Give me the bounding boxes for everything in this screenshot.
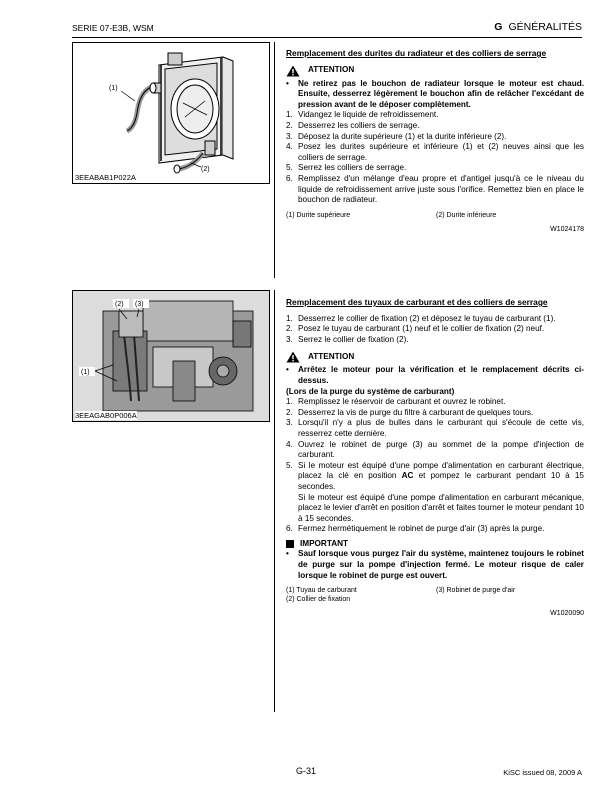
attention-label: ATTENTION — [308, 352, 355, 362]
warning-bullet: • Arrêtez le moteur pour la vérification et le remplacement décrits ci-dessus. — [286, 365, 584, 385]
legend-item: (1) Tuyau de carburant — [286, 587, 357, 595]
list-item: 6. Remplissez d'un mélange d'eau propre et d'antigel jusqu'à ce le niveau du liquide de refroidissement arrive juste sous l'orifice. Remettez bien en place le bouchon de radiateur. — [286, 173, 584, 205]
list-item: 3. Déposez la durite supérieure (1) et la durite inférieure (2). — [286, 131, 507, 141]
legend-item: (2) Durite inférieure — [436, 211, 497, 219]
warning-bullet: • Ne retirez pas le bouchon de radiateur lorsque le moteur est chaud. Ensuite, desserrez légèrement le bouchon afin de relâcher l'excédant de pression avant de le déposer complètement. — [286, 78, 584, 109]
black-square-icon — [286, 540, 294, 548]
reference-code: W1024178 — [550, 225, 584, 233]
warning-triangle-icon — [286, 65, 300, 77]
legend-item: (3) Robinet de purge d'air — [436, 587, 516, 595]
purge-subheading: (Lors de la purge du système de carburant) — [286, 386, 455, 396]
figure-callout: (1) — [81, 369, 90, 376]
list-item: 6. Fermez hermétiquement le robinet de purge d'air (3) après la purge. — [286, 524, 545, 534]
section-letter: G — [494, 21, 503, 33]
steps-list — [286, 314, 584, 346]
warning-text: Arrêtez le moteur pour la vérification et le remplacement décrits ci-dessus. — [298, 365, 584, 385]
figure-engine-fuel — [72, 290, 270, 422]
section-title: GÉNÉRALITÉS — [508, 21, 582, 33]
figure-legend — [286, 586, 584, 604]
key-position-ac: AC — [401, 471, 414, 481]
steps-list — [286, 110, 584, 205]
list-item: 3. Lorsqu'il n'y a plus de bulles dans le carburant qui s'écoule de cette vis, resserrez cette dernière. — [286, 418, 584, 438]
figure-callout: (3) — [135, 301, 144, 308]
list-item: 4. Posez les durites supérieure et inférieure (1) et (2) neuves ainsi que les colliers de serrage. — [286, 142, 584, 162]
reference-code: W1020090 — [550, 610, 584, 618]
important-text: Sauf lorsque vous purgez l'air du système, maintenez toujours le robinet de purge sur la pompe d'injection fermé. Le moteur risque de caler lorsque le robinet de purge est ouvert. — [298, 549, 584, 580]
figure-legend — [286, 211, 584, 220]
warning-triangle-icon — [286, 351, 300, 363]
section-fuel-hoses — [286, 297, 584, 620]
engine-illustration — [73, 291, 269, 421]
issue-note: KiSC issued 08, 2009 A — [503, 768, 582, 777]
section-title: Remplacement des tuyaux de carburant et des colliers de serrage — [286, 297, 548, 307]
figure-callout: (2) — [115, 301, 124, 308]
steps-list — [286, 397, 584, 535]
list-item: 2. Posez le tuyau de carburant (1) neuf et le collier de fixation (2) neuf. — [286, 324, 545, 334]
legend-item: (1) Durite supérieure — [286, 211, 351, 219]
header-manual-title: SERIE 07-E3B, WSM — [72, 23, 154, 33]
list-item: 1. Desserrez le collier de fixation (2) et déposez le tuyau de carburant (1). — [286, 313, 556, 323]
section-radiator-hoses — [286, 48, 584, 235]
figure-callout: (1) — [109, 85, 118, 92]
section-title: Remplacement des durites du radiateur et des colliers de serrage — [286, 48, 547, 58]
header-section — [494, 21, 582, 33]
radiator-illustration — [73, 43, 269, 183]
header-rule — [72, 37, 582, 38]
figure-callout: (2) — [201, 166, 210, 173]
important-label: IMPORTANT — [300, 538, 349, 548]
column-divider — [274, 42, 275, 278]
important-bullet: • Sauf lorsque vous purgez l'air du système, maintenez toujours le robinet de purge sur la pompe d'injection fermé. Le moteur risque de caler lorsque le robinet de purge est ouvert. — [286, 549, 584, 580]
page-number: G-31 — [295, 766, 316, 776]
warning-text: Ne retirez pas le bouchon de radiateur lorsque le moteur est chaud. Ensuite, desserrez légèrement le bouchon afin de relâcher l'excédant de pression avant de le déposer complètement. — [298, 78, 584, 109]
list-item: 5. Si le moteur est équipé d'une pompe d'alimentation en carburant électrique, placez la clé en position AC et pompez le carburant pendant 10 à 15 secondes. Si le moteur est équipé d'une pompe d'alimentation en carburant mécanique, placez le levier d'arrêt en position d'arrêt et faites tourner le moteur pendant 10 à 15 secondes. — [286, 460, 584, 523]
list-item: 2. Desserrez les colliers de serrage. — [286, 120, 420, 130]
legend-item: (2) Collier de fixation — [286, 596, 351, 604]
important-heading — [286, 539, 584, 550]
list-item: 3. Serrez le collier de fixation (2). — [286, 334, 409, 344]
figure-code: 3EEABAB1P022A — [75, 173, 136, 182]
list-item: 5. Serrez les colliers de serrage. — [286, 163, 407, 173]
attention-heading — [286, 351, 584, 363]
list-item: 2. Desserrez la vis de purge du filtre à carburant de quelques tours. — [286, 407, 534, 417]
list-item: 1. Vidangez le liquide de refroidissement. — [286, 110, 439, 120]
figure-code: 3EEAGAB0P006A — [75, 411, 137, 420]
list-item: 1. Remplissez le réservoir de carburant et ouvrez le robinet. — [286, 397, 506, 407]
attention-heading — [286, 65, 584, 77]
figure-radiator — [72, 42, 270, 184]
column-divider — [274, 290, 275, 712]
list-item: 4. Ouvrez le robinet de purge (3) au sommet de la pompe d'injection de carburant. — [286, 439, 584, 460]
attention-label: ATTENTION — [308, 65, 355, 75]
